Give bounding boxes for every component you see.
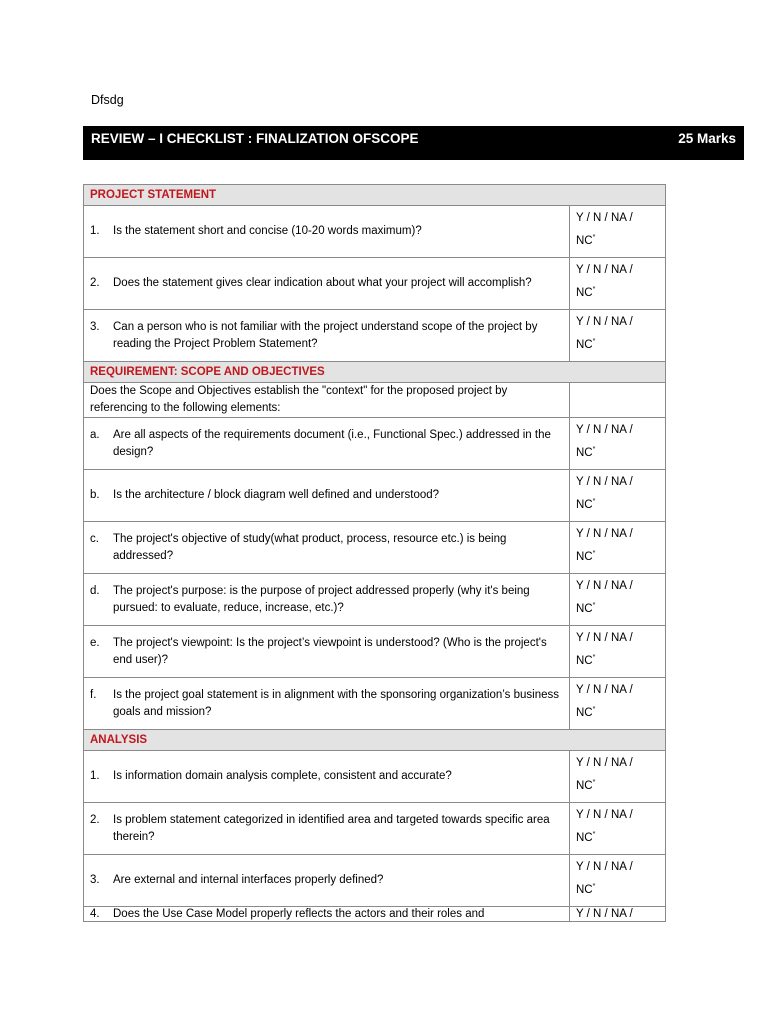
question-cell — [84, 258, 570, 310]
table-row — [84, 258, 666, 310]
table-row — [84, 522, 666, 574]
table-row — [84, 418, 666, 470]
answer-cell[interactable]: Y / N / NA / NC* — [570, 678, 666, 730]
table-row — [84, 751, 666, 803]
answer-cell[interactable]: Y / N / NA / NC* — [570, 470, 666, 522]
item-number: e. — [90, 636, 100, 649]
item-number: a. — [90, 428, 100, 441]
table-row — [84, 678, 666, 730]
question-cell — [84, 626, 570, 678]
section-requirement: REQUIREMENT: SCOPE AND OBJECTIVES — [84, 362, 666, 383]
item-number: b. — [90, 489, 100, 501]
question-cell — [84, 678, 570, 730]
question-cell — [84, 751, 570, 803]
section-header-row — [84, 730, 666, 751]
intro-cell: Does the Scope and Objectives establish the "context" for the proposed project by referencing to the following elements: — [84, 383, 570, 418]
answer-cell[interactable]: Y / N / NA / — [570, 907, 666, 922]
item-number: 2. — [90, 813, 100, 826]
item-text: Is the statement short and concise (10-20 words maximum)? — [113, 225, 422, 237]
table-row — [84, 626, 666, 678]
question-cell — [84, 855, 570, 907]
table-row — [84, 574, 666, 626]
answer-cell[interactable]: Y / N / NA / NC* — [570, 855, 666, 907]
answer-cell[interactable]: Y / N / NA / NC* — [570, 751, 666, 803]
table-row — [84, 803, 666, 855]
item-text: Is information domain analysis complete, consistent and accurate? — [113, 770, 452, 782]
answer-cell-empty — [570, 383, 666, 418]
item-number: 1. — [90, 770, 100, 782]
item-number: 3. — [90, 320, 100, 333]
section-header-row — [84, 185, 666, 206]
item-text: Are external and internal interfaces properly defined? — [113, 874, 384, 886]
question-cell — [84, 803, 570, 855]
answer-cell[interactable]: Y / N / NA / NC* — [570, 206, 666, 258]
item-text: Is the architecture / block diagram well defined and understood? — [113, 489, 440, 501]
answer-cell[interactable]: Y / N / NA / NC* — [570, 522, 666, 574]
item-text: Are all aspects of the requirements document (i.e., Functional Spec.) addressed in the design? — [113, 428, 551, 458]
item-text: The project's objective of study(what product, process, resource etc.) is being addressed? — [113, 532, 507, 562]
question-cell — [84, 522, 570, 574]
item-text: Does the Use Case Model properly reflects the actors and their roles and — [113, 908, 485, 920]
answer-cell[interactable]: Y / N / NA / NC* — [570, 574, 666, 626]
item-number: 3. — [90, 874, 100, 886]
section-analysis: ANALYSIS — [84, 730, 666, 751]
table-row — [84, 310, 666, 362]
table-row — [84, 470, 666, 522]
item-number: d. — [90, 584, 100, 597]
item-text: Can a person who is not familiar with the project understand scope of the project by reading the Project Problem Statement? — [113, 320, 538, 350]
question-cell — [84, 206, 570, 258]
item-number: 1. — [90, 225, 100, 237]
answer-cell[interactable]: Y / N / NA / NC* — [570, 310, 666, 362]
table-row — [84, 907, 666, 922]
item-text: The project's viewpoint: Is the project’s viewpoint is understood? (Who is the project's end user)? — [113, 636, 547, 666]
answer-cell[interactable]: Y / N / NA / NC* — [570, 418, 666, 470]
item-number: c. — [90, 532, 99, 545]
answer-cell[interactable]: Y / N / NA / NC* — [570, 803, 666, 855]
item-number: 2. — [90, 277, 100, 289]
table-row — [84, 855, 666, 907]
item-text: The project's purpose: is the purpose of project addressed properly (why it's being pursued: to evaluate, reduce, increase, etc.)? — [113, 584, 530, 614]
table-row — [84, 383, 666, 418]
item-number: f. — [90, 688, 97, 701]
item-text: Does the statement gives clear indication about what your project will accomplish? — [113, 277, 532, 289]
table-row — [84, 206, 666, 258]
question-cell — [84, 907, 570, 922]
item-text: Is problem statement categorized in identified area and targeted towards specific area therein? — [113, 813, 550, 843]
item-text: Is the project goal statement is in alignment with the sponsoring organization’s business goals and mission? — [113, 688, 559, 718]
section-header-row — [84, 362, 666, 383]
question-cell — [84, 470, 570, 522]
section-project-statement: PROJECT STATEMENT — [84, 185, 666, 206]
total-marks: 25 Marks — [678, 131, 736, 146]
question-cell — [84, 418, 570, 470]
question-cell — [84, 574, 570, 626]
page-label: Dfsdg — [91, 93, 124, 107]
question-cell — [84, 310, 570, 362]
title-bar — [83, 126, 744, 160]
item-number: 4. — [90, 908, 100, 920]
answer-cell[interactable]: Y / N / NA / NC* — [570, 626, 666, 678]
checklist-table — [83, 184, 666, 922]
checklist-title: REVIEW – I CHECKLIST : FINALIZATION OFSCOPE — [91, 131, 419, 146]
answer-cell[interactable]: Y / N / NA / NC* — [570, 258, 666, 310]
